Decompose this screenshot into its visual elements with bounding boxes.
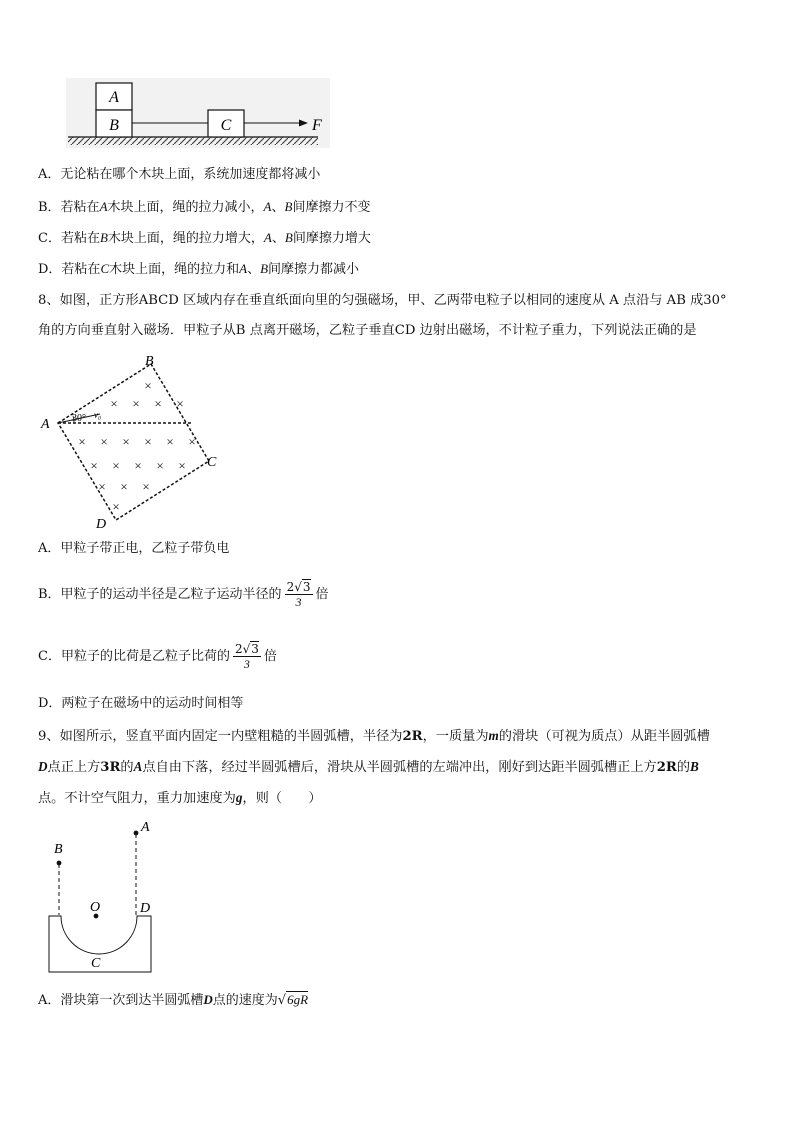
vertex-b: B xyxy=(145,354,154,369)
point-a xyxy=(134,831,139,836)
fraction: $\frac{2√3}{3}$ xyxy=(286,580,311,609)
label-f: F xyxy=(312,117,322,134)
cross-mark: × xyxy=(110,396,118,411)
var: 2R xyxy=(402,729,423,744)
radicand: 6gR xyxy=(287,992,309,1007)
cross-mark: × xyxy=(142,479,150,494)
var: D xyxy=(38,759,48,774)
radicand: 3 xyxy=(251,642,259,656)
vertex-c: C xyxy=(207,455,217,470)
point-b xyxy=(57,861,62,866)
q8-stem-line-2: 角的方向垂直射入磁场．甲粒子从B 点离开磁场，乙粒子垂直CD 边射出磁场，不计粒子重力，下列说法正确的是 xyxy=(38,323,697,338)
var: D xyxy=(203,992,213,1007)
var: C xyxy=(100,261,110,276)
cross-mark: × xyxy=(90,458,98,473)
text: 间摩擦力不变 xyxy=(292,200,371,215)
text: C．若粘在 xyxy=(38,231,100,246)
coef: 2 xyxy=(286,580,295,594)
cross-mark: × xyxy=(178,458,186,473)
vertex-a: A xyxy=(41,417,50,432)
text: 点的速度为 xyxy=(212,993,278,1008)
text: 的滑块（可视为质点）从距半圆弧槽 xyxy=(498,729,710,744)
q7-option-b xyxy=(38,198,370,217)
cross-mark: × xyxy=(100,434,108,449)
q9-stem-line-2 xyxy=(38,758,699,777)
q9-option-a xyxy=(38,991,308,1010)
fraction: $\frac{2√3}{3}$ xyxy=(234,642,259,671)
text: ，一质量为 xyxy=(422,729,489,744)
var: A xyxy=(99,199,108,214)
var: B xyxy=(690,759,699,774)
cross-mark: × xyxy=(156,458,164,473)
text: D．若粘在 xyxy=(38,262,101,277)
text: 、 xyxy=(271,200,285,215)
cross-mark: × xyxy=(144,434,152,449)
text: 木块上面，绳的拉力和 xyxy=(109,262,240,277)
q8-stem-line-1: 8、如图，正方形ABCD 区域内存在垂直纸面向里的匀强磁场，甲、乙两带电粒子以相同的速度从 A 点沿与 AB 成30° xyxy=(38,293,727,308)
cross-mark: × xyxy=(120,479,128,494)
cross-mark: × xyxy=(132,396,140,411)
var: A xyxy=(263,199,272,214)
label-b: B xyxy=(54,842,63,857)
text: B．甲粒子的运动半径是乙粒子运动半径的 xyxy=(38,587,282,602)
cross-mark: × xyxy=(112,499,120,514)
cross-mark: × xyxy=(112,458,120,473)
q8-option-b xyxy=(38,576,329,614)
label-b: B xyxy=(109,117,119,134)
cross-mark: × xyxy=(134,458,142,473)
var: B xyxy=(284,199,293,214)
text: 点自由下落，经过半圆弧槽后，滑块从半圆弧槽的左端冲出，刚好到达距半圆弧槽正上方 xyxy=(142,760,657,775)
block-diagram xyxy=(66,78,330,148)
q7-option-c xyxy=(38,229,371,248)
var: B xyxy=(260,261,269,276)
text: C．甲粒子的比荷是乙粒子比荷的 xyxy=(38,649,230,664)
cross-mark: × xyxy=(98,479,106,494)
text: 间摩擦力都减小 xyxy=(268,262,360,277)
cross-mark: × xyxy=(166,434,174,449)
text: 倍 xyxy=(315,587,329,602)
var: m xyxy=(488,728,499,743)
text: ，则（ ） xyxy=(242,791,322,806)
q9-stem-line-3 xyxy=(38,789,322,808)
var: B xyxy=(99,230,108,245)
label-c: C xyxy=(91,956,101,971)
text: 的 xyxy=(676,760,691,775)
cross-mark: × xyxy=(78,434,86,449)
var: B xyxy=(284,230,293,245)
q7-option-a: A．无论粘在哪个木块上面，系统加速度都将减小 xyxy=(38,167,321,182)
q7-option-d xyxy=(38,260,359,279)
var: 2R xyxy=(656,760,677,775)
q9-stem-line-1 xyxy=(38,727,710,746)
label-c: C xyxy=(220,117,232,134)
velocity-label: v₀ xyxy=(94,410,102,420)
text: 、 xyxy=(271,231,285,246)
label-o: O xyxy=(90,900,101,915)
text: 木块上面，绳的拉力增大， xyxy=(107,231,264,246)
vertex-d: D xyxy=(96,517,107,532)
text: A．滑块第一次到达半圆弧槽 xyxy=(38,993,204,1008)
radicand: 3 xyxy=(302,580,311,594)
var: A xyxy=(239,261,248,276)
angle-label: 30° xyxy=(72,413,86,424)
semicircle-groove-diagram xyxy=(40,815,170,980)
cross-mark: × xyxy=(144,378,152,393)
text: 9、如图所示，竖直平面内固定一内壁粗糙的半圆弧槽，半径为 xyxy=(38,729,403,744)
q8-option-c xyxy=(38,638,277,676)
text: 间摩擦力增大 xyxy=(292,231,371,246)
coef: 2 xyxy=(234,642,243,656)
label-a: A xyxy=(109,89,119,106)
label-d: D xyxy=(140,901,151,916)
var: g xyxy=(235,790,243,805)
sqrt-expression: √6gR xyxy=(277,992,309,1008)
cross-mark: × xyxy=(188,434,196,449)
cross-mark: × xyxy=(154,396,162,411)
magnetic-field-diagram xyxy=(38,350,228,535)
text: 点正上方 xyxy=(47,760,101,775)
var: 3R xyxy=(100,760,121,775)
q8-option-a: A．甲粒子带正电，乙粒子带负电 xyxy=(38,541,230,556)
text: B．若粘在 xyxy=(38,200,100,215)
denominator: 3 xyxy=(295,595,302,609)
var: A xyxy=(133,759,143,774)
cross-mark: × xyxy=(122,434,130,449)
text: 的 xyxy=(120,760,134,775)
text: 木块上面，绳的拉力减小， xyxy=(107,200,264,215)
q8-option-d: D．两粒子在磁场中的运动时间相等 xyxy=(38,696,244,711)
label-a: A xyxy=(141,820,150,835)
text: 点。不计空气阻力，重力加速度为 xyxy=(38,791,236,806)
var: A xyxy=(263,230,272,245)
text: 倍 xyxy=(263,649,277,664)
text: 、 xyxy=(247,262,261,277)
denominator: 3 xyxy=(243,657,250,671)
cross-mark: × xyxy=(176,396,184,411)
